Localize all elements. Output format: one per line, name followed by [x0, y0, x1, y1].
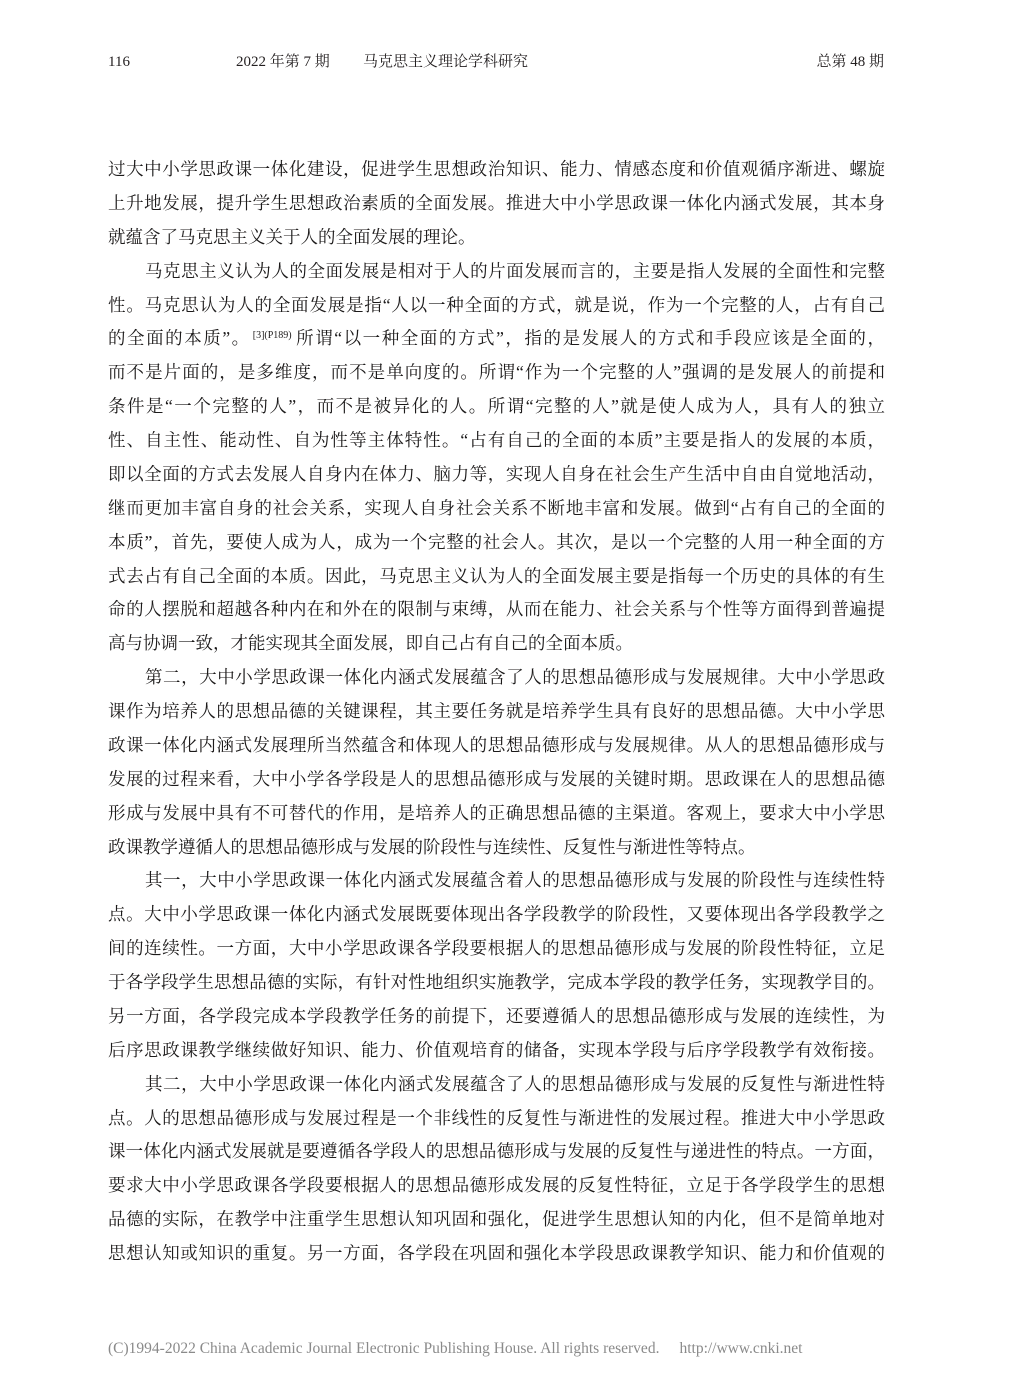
- text-line: 课一体化内涵式发展就是要遵循各学段人的思想品德形成与发展的反复性与递进性的特点。一方面，: [108, 1141, 885, 1162]
- text-line: 而不是片面的，是多维度，而不是单向度的。所谓“作为一个完整的人”强调的是发展人的前提和: [108, 362, 885, 383]
- text-line: 点。人的思想品德形成与发展过程是一个非线性的反复性与渐进性的发展过程。推进大中小学思政: [108, 1107, 885, 1128]
- text-line: 上升地发展，提升学生思想政治素质的全面发展。推进大中小学思政课一体化内涵式发展，其本身: [108, 192, 885, 213]
- text-line: 要求大中小学思政课各学段要根据人的思想品德形成发展的反复性特征，立足于各学段学生的思想: [108, 1175, 885, 1196]
- text-line: 政课教学遵循人的思想品德形成与发展的阶段性与连续性、反复性与渐进性等特点。: [108, 836, 756, 857]
- text-line: 品德的实际，在教学中注重学生思想认知巩固和强化，促进学生思想认知的内化，但不是简单地对: [108, 1209, 885, 1230]
- text-line: 思想认知或知识的重复。另一方面，各学段在巩固和强化本学段思政课教学知识、能力和价值观的: [108, 1243, 885, 1263]
- text-line: 发展的过程来看，大中小学各学段是人的思想品德形成与发展的关键时期。思政课在人的思想品德: [108, 768, 885, 789]
- text-line: 形成与发展中具有不可替代的作用，是培养人的正确思想品德的主渠道。客观上，要求大中小学思: [108, 802, 885, 823]
- text-line: 后序思政课教学继续做好知识、能力、价值观培育的储备，实现本学段与后序学段教学有效衔接。: [108, 1039, 885, 1060]
- text-line: 命的人摆脱和超越各种内在和外在的限制与束缚，从而在能力、社会关系与个性等方面得到普遍提: [108, 599, 885, 620]
- paragraph: [108, 864, 885, 1067]
- article-body: [108, 153, 885, 1271]
- text-segment: 的全面的本质”。: [108, 328, 251, 349]
- text-line: 间的连续性。一方面，大中小学思政课各学段要根据人的思想品德形成与发展的阶段性特征，立足: [108, 938, 885, 959]
- text-line: 高与协调一致，才能实现其全面发展，即自己占有自己的全面本质。: [108, 633, 633, 654]
- paragraph: [108, 153, 885, 255]
- text-line: 其二，大中小学思政课一体化内涵式发展蕴含了人的思想品德形成与发展的反复性与渐进性特: [145, 1073, 885, 1094]
- text-line: 另一方面，各学段完成本学段教学任务的前提下，还要遵循人的思想品德形成与发展的连续性，为: [108, 1005, 885, 1026]
- page-number: 116: [108, 54, 130, 70]
- publisher-url[interactable]: http://www.cnki.net: [679, 1340, 803, 1357]
- text-line: 其一，大中小学思政课一体化内涵式发展蕴含着人的思想品德形成与发展的阶段性与连续性特: [145, 870, 885, 891]
- text-line: 第二，大中小学思政课一体化内涵式发展蕴含了人的思想品德形成与发展规律。大中小学思政: [145, 667, 885, 688]
- text-line: 条件是“一个完整的人”，而不是被异化的人。所谓“完整的人”就是使人成为人，具有人的独立: [108, 396, 885, 417]
- text-line: 就蕴含了马克思主义关于人的全面发展的理论。: [108, 226, 476, 247]
- text-line: 马克思主义认为人的全面发展是相对于人的片面发展而言的，主要是指人发展的全面性和完整: [145, 260, 885, 281]
- text-line: 继而更加丰富自身的社会关系，实现人自身社会关系不断地丰富和发展。做到“占有自己的全面的: [108, 497, 885, 518]
- text-line: 政课一体化内涵式发展理所当然蕴含和体现人的思想品德形成与发展规律。从人的思想品德形成与: [108, 734, 885, 755]
- text-line: 课作为培养人的思想品德的关键课程，其主要任务就是培养学生具有良好的思想品德。大中小学思: [108, 701, 885, 721]
- text-line: 即以全面的方式去发展人自身内在体力、脑力等，实现人自身在社会生产生活中自由自觉地活动，: [108, 463, 885, 484]
- text-line: 式去占有自己全面的本质。因此，马克思主义认为人的全面发展主要是指每一个历史的具体的有生: [108, 565, 885, 586]
- paragraph: [108, 661, 885, 864]
- text-line: [108, 322, 885, 356]
- page-footer: [108, 1339, 802, 1359]
- issue-label: 2022 年第 7 期: [236, 54, 330, 70]
- copyright-notice: (C)1994-2022 China Academic Journal Electronic Publishing House. All rights reserved.: [108, 1340, 660, 1357]
- text-segment: 所谓“以一种全面的方式”，指的是发展人的方式和手段应该是全面的，: [294, 328, 885, 349]
- paragraph: [108, 1068, 885, 1271]
- text-line: 性、自主性、能动性、自为性等主体特性。“占有自己的全面的本质”主要是指人的发展的本质，: [108, 430, 885, 450]
- text-line: 性。马克思认为人的全面发展是指“人以一种全面的方式，就是说，作为一个完整的人，占有自己: [108, 294, 885, 315]
- citation-reference: [3](P189): [252, 330, 292, 342]
- journal-title: 马克思主义理论学科研究: [363, 54, 529, 70]
- text-line: 本质”，首先，要使人成为人，成为一个完整的社会人。其次，是以一个完整的人用一种全面的方: [108, 531, 885, 552]
- paragraph: [108, 255, 885, 662]
- text-line: 于各学段学生思想品德的实际，有针对性地组织实施教学，完成本学段的教学任务，实现教学目的。: [108, 972, 885, 992]
- text-line: 过大中小学思政课一体化建设，促进学生思想政治知识、能力、情感态度和价值观循序渐进、螺旋: [108, 159, 885, 179]
- text-line: 点。大中小学思政课一体化内涵式发展既要体现出各学段教学的阶段性，又要体现出各学段教学之: [108, 904, 885, 925]
- total-issue-label: 总第 48 期: [816, 54, 884, 70]
